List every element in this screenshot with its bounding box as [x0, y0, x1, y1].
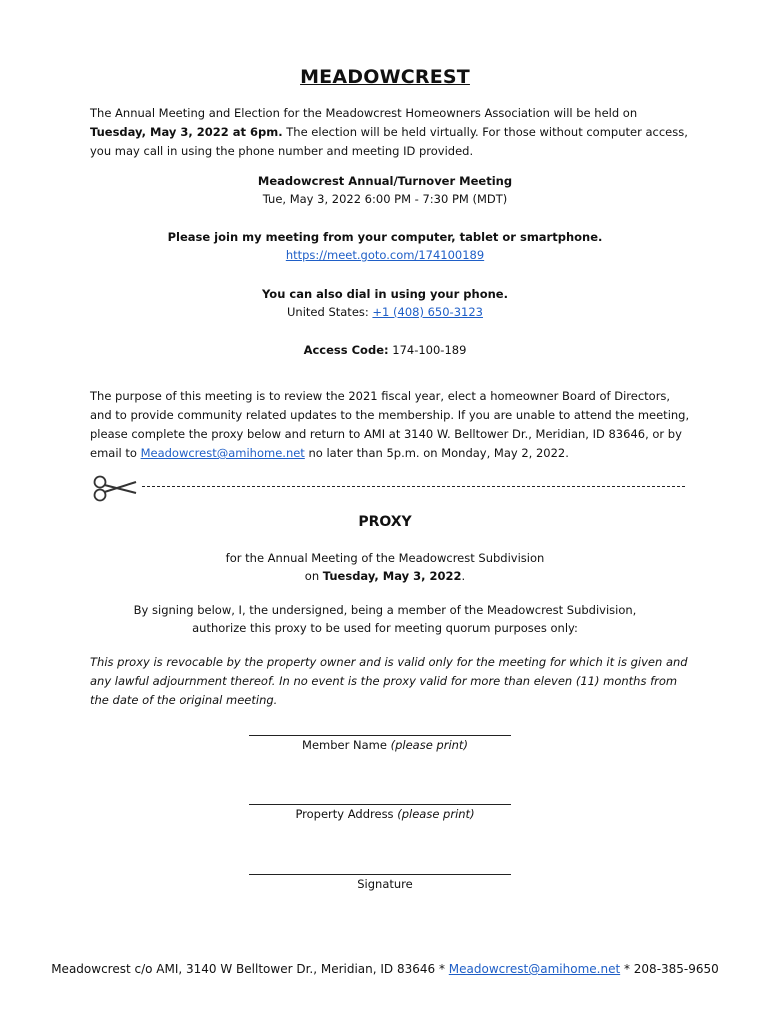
authorization-line2: authorize this proxy to be used for meeting quorum purposes only: — [192, 621, 578, 635]
property-address-label: Property Address (please print) — [295, 807, 475, 821]
meeting-url-link[interactable]: https://meet.goto.com/174100189 — [285, 248, 485, 262]
meeting-url-line — [0, 246, 770, 264]
meeting-name: Meadowcrest Annual/Turnover Meeting — [257, 174, 513, 188]
page-title: MEADOWCREST — [300, 66, 470, 88]
member-name-label: Member Name (please print) — [302, 738, 468, 752]
footer: Meadowcrest c/o AMI, 3140 W Belltower Dr., Meridian, ID 83646 * Meadowcrest@amihome.net * 208-385-9650 — [51, 962, 719, 976]
purpose-paragraph: The purpose of this meeting is to review the 2021 fiscal year, elect a homeowner Board of Directors, and to provide community related updates to the membership. If you are unable to attend the meeting, please complete the proxy below and return to AMI at 3140 W. Belltower Dr., Meridian, ID 83646, or by email to Meadowcrest@amihome.net no later than 5p.m. on Monday, May 2, 2022. — [90, 389, 690, 460]
purpose-email-link[interactable]: Meadowcrest@amihome.net — [140, 446, 305, 460]
cut-line — [142, 486, 685, 487]
phone-number-link[interactable]: +1 (408) 650-3123 — [372, 305, 483, 319]
proxy-title: PROXY — [358, 514, 412, 530]
property-address-field[interactable] — [249, 804, 511, 805]
dial-instructions: You can also dial in using your phone. — [262, 287, 508, 301]
dial-number-line: United States: +1 (408) 650-3123 — [287, 305, 483, 319]
access-code: 174-100-189 — [388, 343, 467, 357]
meeting-datetime: Tue, May 3, 2022 6:00 PM - 7:30 PM (MDT) — [262, 192, 508, 206]
signature-field[interactable] — [249, 874, 511, 875]
signature-label: Signature — [357, 877, 413, 891]
access-code-line: Access Code: 174-100-189 — [303, 343, 467, 357]
authorization-line1: By signing below, I, the undersigned, being a member of the Meadowcrest Subdivision, — [133, 603, 637, 617]
member-name-field[interactable] — [249, 735, 511, 736]
scissors-icon — [92, 474, 138, 502]
intro-paragraph: The Annual Meeting and Election for the Meadowcrest Homeowners Association will be held on Tuesday, May 3, 2022 at 6pm. The election will be held virtually. For those without computer access, you may call in using the phone number and meeting ID provided. — [90, 106, 688, 158]
proxy-subtitle-line1: for the Annual Meeting of the Meadowcrest Subdivision — [225, 551, 545, 565]
revocable-notice: This proxy is revocable by the property owner and is valid only for the meeting for which it is given and any lawful adjournment thereof. In no event is the proxy valid for more than eleven (11) months from the date of the original meeting. — [90, 655, 688, 707]
footer-email-link[interactable]: Meadowcrest@amihome.net — [448, 962, 621, 976]
join-instructions: Please join my meeting from your computer, tablet or smartphone. — [167, 230, 603, 244]
meeting-date-highlight: Tuesday, May 3, 2022 at 6pm. — [90, 125, 283, 139]
proxy-subtitle-line2: on Tuesday, May 3, 2022. — [304, 569, 466, 583]
